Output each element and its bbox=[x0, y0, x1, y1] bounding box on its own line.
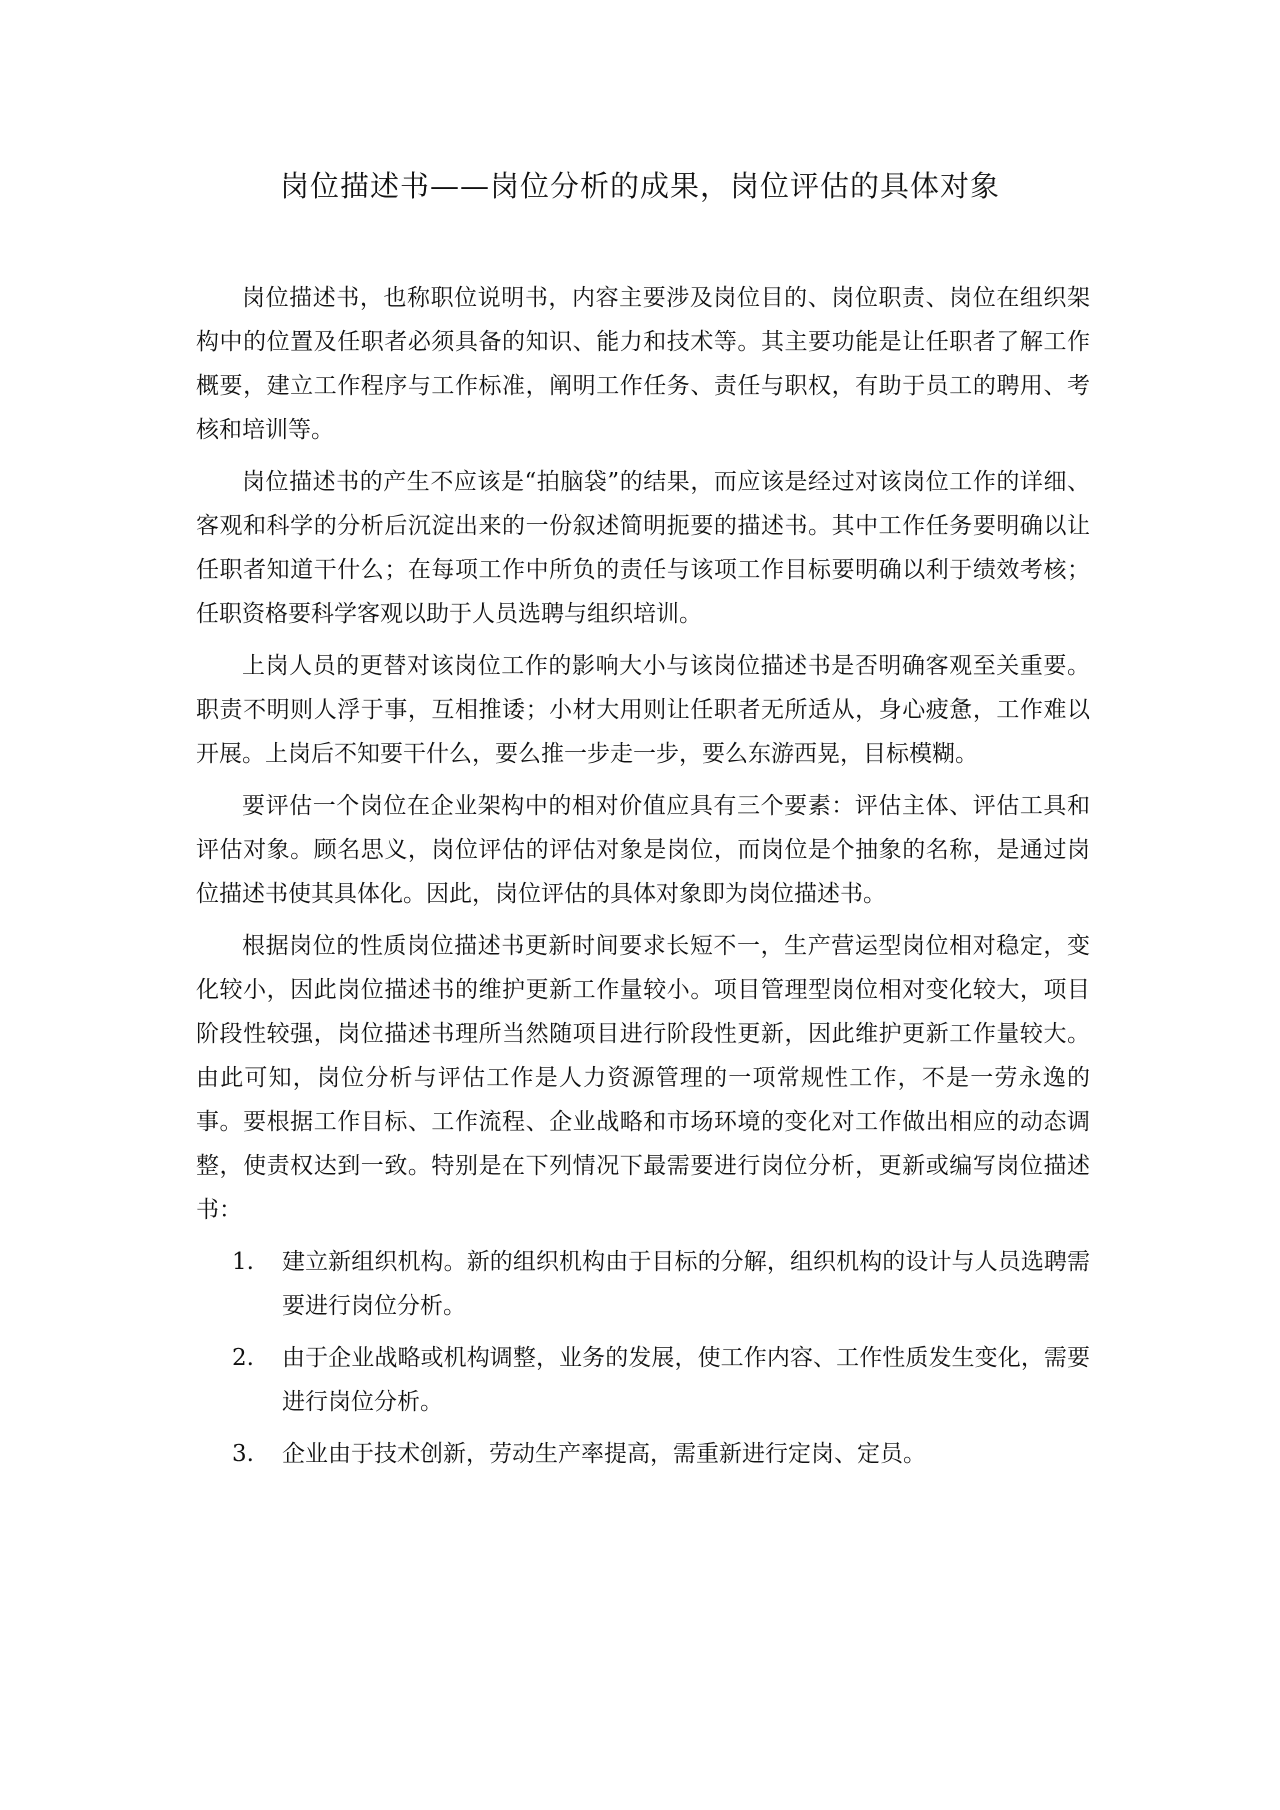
paragraph: 岗位描述书，也称职位说明书，内容主要涉及岗位目的、岗位职责、岗位在组织架构中的位置及任职者必须具备的知识、能力和技术等。其主要功能是让任职者了解工作概要，建立工作程序与工作标准，阐明工作任务、责任与职权，有助于员工的聘用、考核和培训等。 bbox=[196, 285, 1090, 443]
list-item bbox=[196, 1432, 1090, 1476]
list-item bbox=[196, 1240, 1090, 1328]
list-item-number: 3. bbox=[232, 1441, 254, 1467]
paragraph: 要评估一个岗位在企业架构中的相对价值应具有三个要素：评估主体、评估工具和评估对象。顾名思义，岗位评估的评估对象是岗位，而岗位是个抽象的名称，是通过岗位描述书使其具体化。因此，岗位评估的具体对象即为岗位描述书。 bbox=[196, 793, 1090, 907]
paragraph: 根据岗位的性质岗位描述书更新时间要求长短不一，生产营运型岗位相对稳定，变化较小，因此岗位描述书的维护更新工作量较小。项目管理型岗位相对变化较大，项目阶段性较强，岗位描述书理所当然随项目进行阶段性更新，因此维护更新工作量较大。由此可知，岗位分析与评估工作是人力资源管理的一项常规性工作，不是一劳永逸的事。要根据工作目标、工作流程、企业战略和市场环境的变化对工作做出相应的动态调整，使责权达到一致。特别是在下列情况下最需要进行岗位分析，更新或编写岗位描述书： bbox=[196, 933, 1090, 1223]
paragraph: 上岗人员的更替对该岗位工作的影响大小与该岗位描述书是否明确客观至关重要。职责不明则人浮于事，互相推诿；小材大用则让任职者无所适从，身心疲惫，工作难以开展。上岗后不知要干什么，要么推一步走一步，要么东游西晃，目标模糊。 bbox=[196, 653, 1090, 767]
list-item-number: 1. bbox=[232, 1249, 254, 1275]
list-item-text: 由于企业战略或机构调整，业务的发展，使工作内容、工作性质发生变化，需要进行岗位分析。 bbox=[282, 1345, 1090, 1415]
list-item bbox=[196, 1336, 1090, 1424]
document-body bbox=[196, 276, 1090, 1484]
document-title: 岗位描述书——岗位分析的成果，岗位评估的具体对象 bbox=[279, 169, 1000, 203]
paragraph: 岗位描述书的产生不应该是“拍脑袋”的结果，而应该是经过对该岗位工作的详细、客观和科学的分析后沉淀出来的一份叙述简明扼要的描述书。其中工作任务要明确以让任职者知道干什么；在每项工作中所负的责任与该项工作目标要明确以利于绩效考核；任职资格要科学客观以助于人员选聘与组织培训。 bbox=[196, 469, 1090, 627]
numbered-list bbox=[196, 1240, 1090, 1476]
list-item-text: 建立新组织机构。新的组织机构由于目标的分解，组织机构的设计与人员选聘需要进行岗位分析。 bbox=[282, 1249, 1090, 1319]
list-item-number: 2. bbox=[232, 1345, 254, 1371]
list-item-text: 企业由于技术创新，劳动生产率提高，需重新进行定岗、定员。 bbox=[282, 1441, 926, 1467]
